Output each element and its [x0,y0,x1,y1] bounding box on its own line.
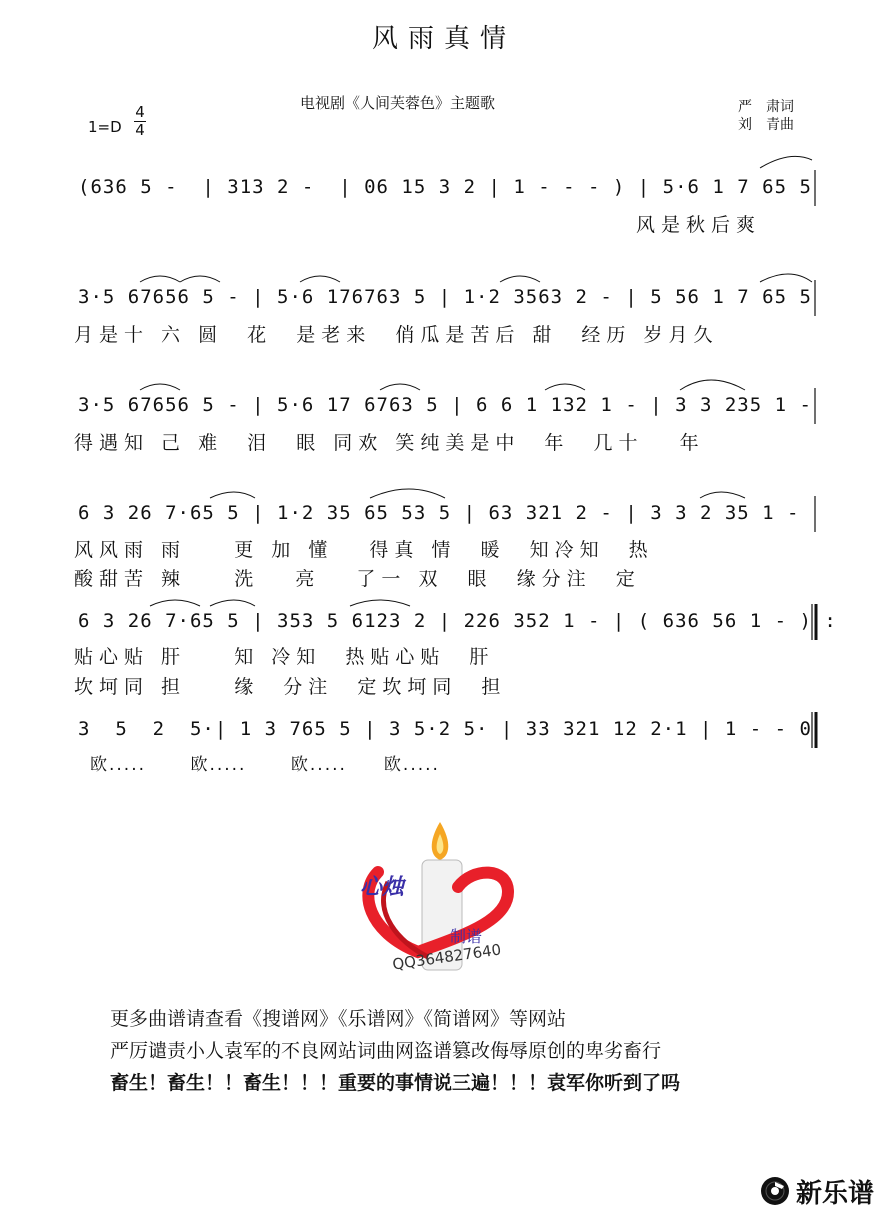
meter-top: 4 [135,103,145,121]
lyric-row-2: 月是十 六 圆 花 是老来 俏瓜是苦后 甜 经历 岁月久 [74,324,719,346]
subtitle: 电视剧《人间芙蓉色》主题歌 [300,94,496,112]
credits [738,98,794,134]
logo-text-left: 心烛 [360,875,405,900]
score-row-6: 3 5 2 5·| 1 3 765 5 | 3 5·2 5· | 33 321 12 2·1 | 1 - - 0 [78,718,812,740]
brand-watermark [760,1174,874,1208]
record-icon [760,1176,790,1206]
logo-text-right: 制谱 [450,927,483,946]
lyric-row-4a: 风风雨 雨 更 加 懂 得真 情 暖 知冷知 热 [74,539,654,561]
meter-bottom: 4 [135,121,145,139]
score-row-5: 6 3 26 7·65 5 | 353 5 6123 2 | 226 352 1 - | ( 636 56 1 - ) : [78,610,837,632]
time-signature [134,104,146,139]
lyric-row-5a: 贴心贴 肝 知 冷知 热贴心贴 肝 [74,646,495,668]
lyric-row-3: 得遇知 己 难 泪 眼 同欢 笑纯美是中 年 几十 年 [74,432,705,454]
score-row-4: 6 3 26 7·65 5 | 1·2 35 65 53 5 | 63 321 2 - | 3 3 2 35 1 - [78,502,800,524]
composer: 刘 青曲 [738,117,794,133]
lyric-row-5b: 坎坷同 担 缘 分注 定坎坷同 担 [74,676,507,698]
notice-line-2: 严厉谴责小人袁军的不良网站词曲网盗谱篡改侮辱原创的卑劣畜行 [110,1040,662,1062]
lyric-row-6: 欧..... 欧..... 欧..... 欧..... [90,755,440,775]
score-row-3: 3·5 67656 5 - | 5·6 17 6763 5 | 6 6 1 132 1 - | 3 3 235 1 - [78,394,812,416]
notice-line-3: 畜生！畜生！！畜生！！！重要的事情说三遍！！！袁军你听到了吗 [110,1072,681,1094]
brand-name: 新乐谱 [796,1178,875,1209]
score-row-1: (636 5 - | 313 2 - | 06 15 3 2 | 1 - - - ) | 5·6 1 7 65 5 [78,176,812,198]
lyric-row-1: 风是秋后爽 [636,214,762,236]
qq-number: QQ364827640 [391,940,503,974]
lyric-row-4b: 酸甜苦 辣 洗 亮 了一 双 眼 缘分注 定 [74,568,641,590]
page-title: 风雨真情 [371,24,516,54]
lyricist: 严 肃词 [738,99,794,115]
notice-line-1: 更多曲谱请查看《搜谱网》《乐谱网》《简谱网》等网站 [110,1008,567,1030]
key-signature: 1=D [88,118,122,136]
score-row-2: 3·5 67656 5 - | 5·6 176763 5 | 1·2 3563 2 - | 5 56 1 7 65 5 [78,286,812,308]
